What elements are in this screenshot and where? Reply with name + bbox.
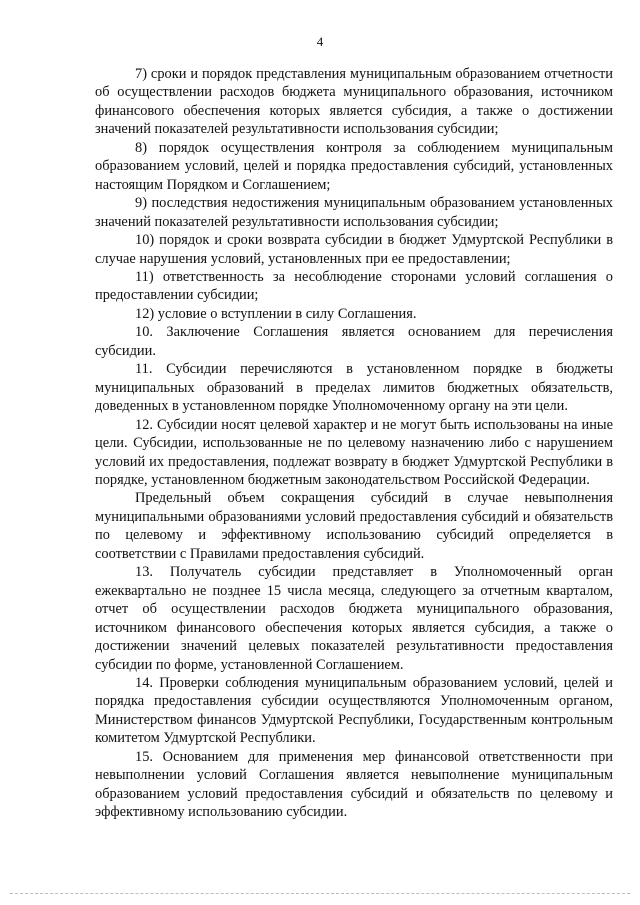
paragraph-clause-15: 15. Основанием для применения мер финансовой ответственности при невыполнении условий Соглашения является невыполнение муниципальным образованием условий предоставления субсидий и обязательств по целевому и эффективному использованию субсидии. [95,748,613,821]
paragraph-item-9: 9) последствия недостижения муниципальным образованием установленных значений показателей результативности использования субсидии; [95,195,613,230]
scan-bottom-edge [10,893,630,894]
document-body [95,65,613,822]
paragraph-clause-14: 14. Проверки соблюдения муниципальным образованием условий, целей и порядка предоставления субсидии осуществляются Уполномоченным органом, Министерством финансов Удмуртской Республики, Государственным контрольным комитетом Удмуртской Республики. [95,674,613,747]
paragraph-clause-11: 11. Субсидии перечисляются в установленном порядке в бюджеты муниципальных образований в пределах лимитов бюджетных обязательств, доведенных в установленном порядке Уполномоченному органу на эти цели. [95,361,613,415]
paragraph-item-12: 12) условие о вступлении в силу Соглашения. [135,305,417,322]
paragraph-item-11: 11) ответственность за несоблюдение сторонами условий соглашения о предоставлении субсидии; [95,268,613,304]
paragraph-item-8: 8) порядок осуществления контроля за соблюдением муниципальным образованием условий, целей и порядка предоставления субсидий, установленных настоящим Порядком и Соглашением; [95,139,613,193]
paragraph-reduction-limit: Предельный объем сокращения субсидий в случае невыполнения муниципальными образованиями условий предоставления субсидий и обязательств по целевому и эффективному использованию субсидий определяется в соответствии с Правилами предоставления субсидий. [95,490,613,562]
paragraph-clause-13: 13. Получатель субсидии представляет в Уполномоченный орган ежеквартально не позднее 15 числа месяца, следующего за отчетным кварталом, отчет об осуществлении расходов бюджета муниципального образования, источником финансового обеспечения которых является субсидия, а также о достижении значений целевых показателей результативности предоставления субсидии по форме, установленной Соглашением. [95,564,613,673]
paragraph-item-7: 7) сроки и порядок представления муниципальным образованием отчетности об осуществлении расходов бюджета муниципального образования, источником финансового обеспечения которых является субсидия, а также о достижении значений показателей результативности использования субсидии; [95,66,613,138]
paragraph-clause-10: 10. Заключение Соглашения является основанием для перечисления субсидии. [95,324,613,359]
paragraph-item-10: 10) порядок и сроки возврата субсидии в бюджет Удмуртской Республики в случае нарушения условий, установленных при ее предоставлении; [95,232,613,267]
paragraph-clause-12: 12. Субсидии носят целевой характер и не могут быть использованы на иные цели. Субсидии, использованные не по целевому назначению либо с нарушением условий их предоставления, подлежат возврату в бюджет Удмуртской Республики в порядке, установленном бюджетным законодательством Российской Федерации. [95,416,613,488]
page-number: 4 [316,34,324,49]
